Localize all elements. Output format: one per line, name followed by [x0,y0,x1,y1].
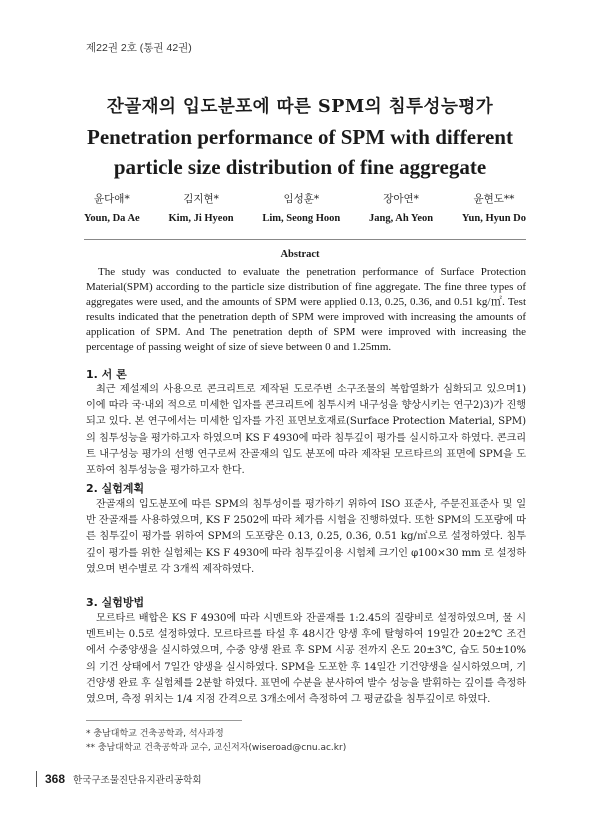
author-korean-name: 임성훈* [283,193,320,205]
section-paragraph: 모르타르 배합은 KS F 4930에 따라 시멘트와 잔골재를 1:2.45의 질량비로 설정하였으며, 물 시멘트비는 0.5로 설정하였다. 모르타르를 타설 후 48시간 양생 후에 탈형하여 19일간 20±2℃ 조건에서 수중양생을 실시하였으며, 수중 양생 완료 후 SPM 시공 전까지 온도 20±3℃, 습도 50±10%의 기건 상태에서 7일간 양생을 실시하였다. SPM을 도포한 후 14일간 기건양생을 실시하였으며, 기건양생 완료 후 실험체를 2분할 하였다. 표면에 수분을 분사하여 발수 성능을 발휘하는 깊이를 측정하였으며, 측정 위치는 1/4 지점 간격으로 3개소에서 측정하여 그 평균값을 침투깊이로 하였다. [86,613,526,706]
author [462,190,526,228]
section-body-introduction [86,382,526,479]
section-heading-test-method: 3. 실험방법 [86,596,145,609]
author-list [84,190,526,228]
english-title [0,122,600,182]
section-body-test-method [86,611,526,708]
footnote-master-course: * 충남대학교 건축공학과, 석사과정 [86,729,224,739]
author-english-name: Yun, Hyun Do [461,213,526,224]
author-english-name: Kim, Ji Hyeon [168,213,234,224]
section-paragraph: 최근 제설제의 사용으로 콘크리트로 제작된 도로주변 소구조물의 복합열화가 심화되고 있으며1) 이에 따라 국·내외 적으로 미세한 입자를 콘크리트에 침투시켜 내구성을 향상시키는 연구2)3)가 진행되고 있다. 본 연구에서는 미세한 입자를 가진 표면보호재료(Surface Protection Material, SPM)의 침투성능을 평가하고자 하였으며 KS F 4930에 따라 침투깊이 평가를 실시하고자 하였다. 콘크리트 내구성능 평가의 선행 연구로써 잔골재의 입도 분포에 따라 제작된 모르타르의 표면에 SPM을 도포하여 침투성능을 평가하고자 한다. [86,384,526,477]
publisher-name: 한국구조물진단유지관리공학회 [73,775,202,786]
author-korean-name: 장아연* [383,193,419,205]
abstract-body [86,265,526,355]
issue-label: 제22권 2호 (통권 42권) [86,42,192,54]
author-english-name: Jang, Ah Yeon [369,213,434,224]
page-footer [36,771,202,787]
author-korean-name: 김지현* [183,193,219,205]
section-heading-experimental-plan: 2. 실험계획 [86,482,145,495]
abstract-paragraph: The study was conducted to evaluate the penetration performance of Surface Protection Material(SPM) according to the particle size distribution of fine aggregate. The fine three types of aggregates were used, and the amounts of SPM were applied 0.13, 0.25, 0.36, and 0.51 kg/㎡. Test results indicated that the penetration depth of SPM were improved with increasing the amounts of application of SPM. And The penetration depth of SPM were improved with increasing the percentage of passing weight of size of sieve between 0 and 1.25mm. [86,266,526,353]
english-title-line-2: particle size distribution of fine aggregate [113,155,487,179]
section-body-experimental-plan [86,497,526,578]
section-heading-introduction: 1. 서 론 [86,368,127,381]
footer-bar [36,771,37,787]
page-number: 368 [45,772,66,786]
author-english-name: Lim, Seong Hoon [262,213,341,224]
author-english-name: Youn, Da Ae [84,213,140,224]
section-paragraph: 잔골재의 입도분포에 따른 SPM의 침투성이를 평가하기 위하여 ISO 표준사, 주문진표준사 및 일반 잔골재를 사용하였으며, KS F 2502에 따라 체가름 시험을 진행하였다. 또한 SPM의 도포량에 따른 침투깊이 평가를 위하여 SPM의 도포량은 0.13, 0.25, 0.36, 0.51 kg/㎡으로 설정하였다. 침투깊이 평가를 위한 실험체는 KS F 4930에 따라 침투깊이용 시험체 크기인 φ100×30 mm 로 설정하였으며 변수별로 각 3개씩 제작하였다. [86,499,526,575]
author [169,190,234,228]
footnote-divider [86,720,242,721]
author [262,190,340,228]
header-divider [84,239,526,240]
footnote-corresponding-author: ** 충남대학교 건축공학과 교수, 교신저자(wiseroad@cnu.ac.kr) [86,743,347,753]
author-korean-name: 윤다애* [94,193,130,205]
english-title-line-1: Penetration performance of SPM with different [87,125,513,149]
abstract-heading: Abstract [280,249,320,260]
author [84,190,140,228]
author [369,190,433,228]
author-korean-name: 윤현도** [473,193,515,205]
korean-title: 잔골재의 입도분포에 따른 SPM의 침투성능평가 [106,97,494,117]
